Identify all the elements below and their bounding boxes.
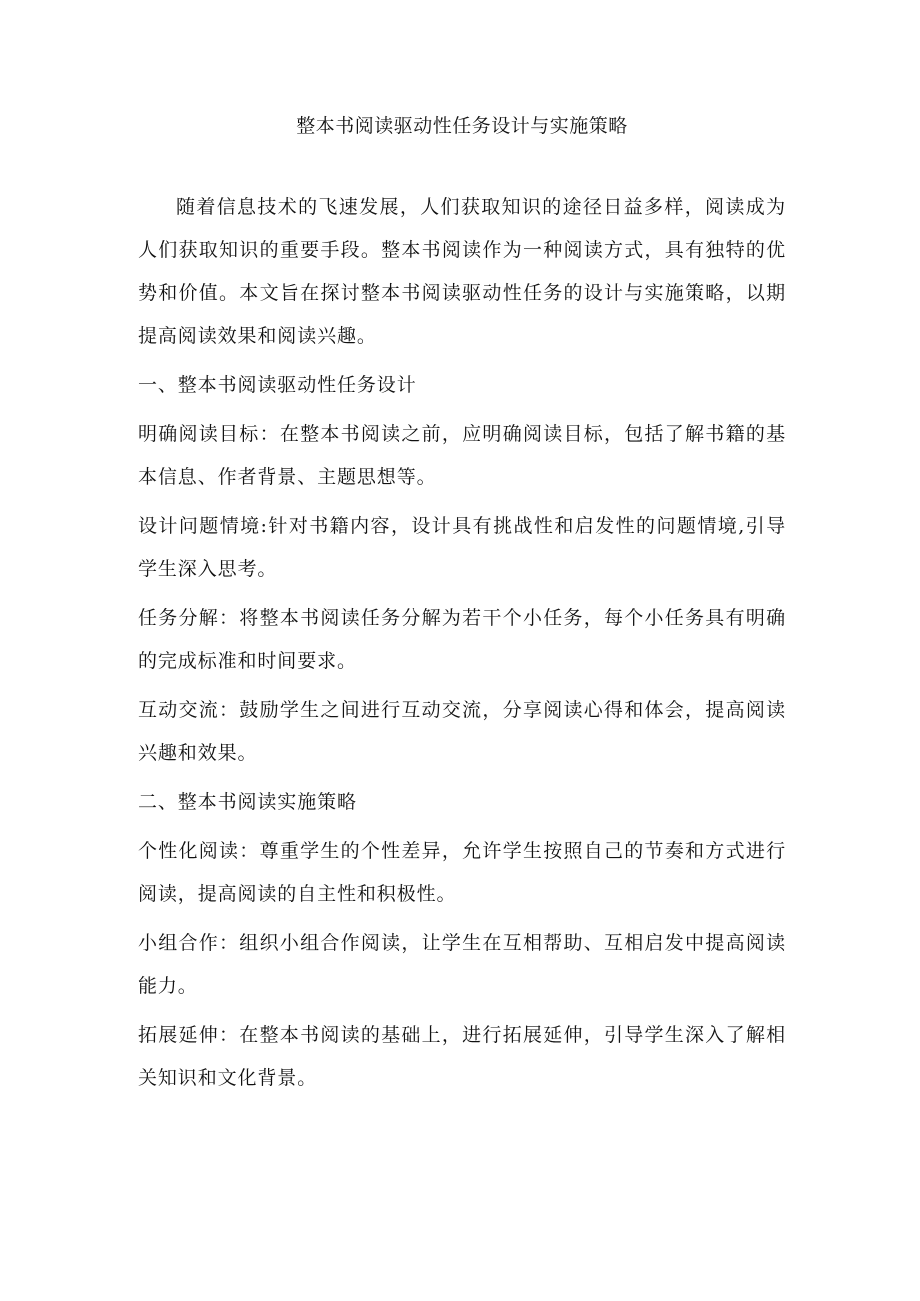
document-body bbox=[138, 186, 786, 1106]
section2-item-personalized: 个性化阅读：尊重学生的个性差异，允许学生按照自己的节奏和方式进行阅读，提高阅读的自主性和积极性。 bbox=[138, 840, 786, 905]
section1-item-interact: 互动交流：鼓励学生之间进行互动交流，分享阅读心得和体会，提高阅读兴趣和效果。 bbox=[138, 699, 786, 764]
document-title: 整本书阅读驱动性任务设计与实施策略 bbox=[296, 115, 628, 137]
section1-item-decompose: 任务分解：将整本书阅读任务分解为若干个小任务，每个小任务具有明确的完成标准和时间要求。 bbox=[138, 607, 786, 672]
section2-item-group: 小组合作：组织小组合作阅读，让学生在互相帮助、互相启发中提高阅读能力。 bbox=[138, 932, 786, 997]
intro-paragraph: 随着信息技术的飞速发展，人们获取知识的途径日益多样，阅读成为人们获取知识的重要手段。整本书阅读作为一种阅读方式，具有独特的优势和价值。本文旨在探讨整本书阅读驱动性任务的设计与实施策略，以期提高阅读效果和阅读兴趣。 bbox=[138, 196, 786, 347]
section1-item-question: 设计问题情境:针对书籍内容，设计具有挑战性和启发性的问题情境,引导学生深入思考。 bbox=[138, 515, 786, 580]
section2-heading: 二、整本书阅读实施策略 bbox=[138, 791, 357, 813]
section2-item-extend: 拓展延伸：在整本书阅读的基础上，进行拓展延伸，引导学生深入了解相关知识和文化背景。 bbox=[138, 1024, 786, 1089]
section1-heading: 一、整本书阅读驱动性任务设计 bbox=[138, 374, 417, 396]
section1-item-goal: 明确阅读目标：在整本书阅读之前，应明确阅读目标，包括了解书籍的基本信息、作者背景、主题思想等。 bbox=[138, 423, 786, 488]
